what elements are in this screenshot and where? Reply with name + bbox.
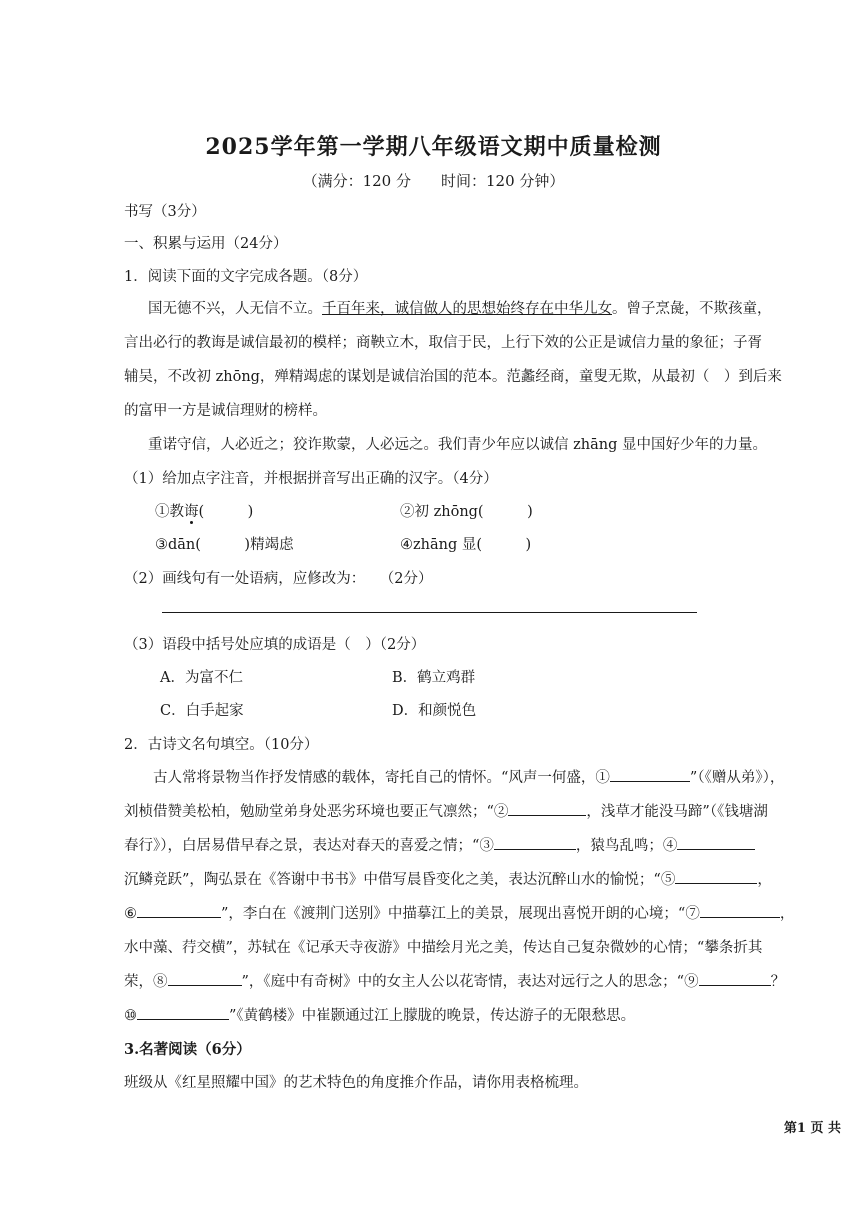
- poem-line-1: 古人常将景物当作抒发情感的载体，寄托自己的情怀。“风声一何盛，① ”（《赠从弟》），: [124, 766, 784, 787]
- poem-line-6: 水中藻、荇交横”，苏轼在《记承天寺夜游》中描绘月光之美，传达自己复杂微妙的心情；“攀条折其: [124, 940, 763, 956]
- poem-line-3: 春行》），白居易借早春之景，表达对春天的喜爱之情；“③ ，猿鸟乱鸣；④: [124, 834, 755, 855]
- writing-score: 书写（3分）: [124, 204, 206, 220]
- passage-line-2: 言出必行的教诲是诚信最初的模样；商鞅立木，取信于民，上行下效的公正是诚信力量的象征；子胥: [124, 335, 762, 351]
- passage-text: 。曾子烹彘，不欺孩童，: [612, 301, 772, 317]
- fill-blank[interactable]: [494, 835, 576, 850]
- fill-blank[interactable]: [677, 835, 755, 850]
- fill-blank[interactable]: [699, 971, 771, 986]
- answer-line[interactable]: [162, 612, 697, 613]
- exam-meta: （满分：120 分 时间：120 分钟）: [302, 172, 565, 190]
- option-b[interactable]: B．鹤立鸡群: [392, 670, 476, 686]
- dotted-char: 诲: [184, 504, 199, 520]
- fill-blank[interactable]: [508, 801, 586, 816]
- question-2-title: 2．古诗文名句填空。（10分）: [124, 737, 319, 753]
- item-c[interactable]: ③dān( )精竭虑: [155, 537, 294, 553]
- fill-blank[interactable]: [137, 903, 221, 918]
- fill-blank[interactable]: [610, 767, 690, 782]
- passage-text: 国无德不兴，人无信不立。: [148, 301, 322, 317]
- section-heading: 一、积累与运用（24分）: [124, 236, 288, 252]
- passage-line-1: [148, 297, 772, 318]
- poem-line-7: 荣，⑧ ”，《庭中有奇树》中的女主人公以花寄情，表达对远行之人的思念；“⑨ ？: [124, 970, 785, 991]
- underlined-sentence: 千百年来，诚信做人的思想始终存在中华儿女: [322, 301, 612, 317]
- passage-line-3: 辅吴，不改初 zhōng，殚精竭虑的谋划是诚信治国的范本。范蠡经商，童叟无欺，从最初（ ）到后来: [124, 369, 782, 385]
- option-d[interactable]: D．和颜悦色: [392, 703, 477, 719]
- poem-line-8: ⑩ ”《黄鹤楼》中崔颢通过江上朦胧的晚景，传达游子的无限愁思。: [124, 1004, 635, 1025]
- poem-line-2: 刘桢借赞美松柏，勉励堂弟身处恶劣环境也要正气凛然；“② ，浅草才能没马蹄”（《钱塘湖: [124, 800, 768, 821]
- passage-line-4: 的富甲一方是诚信理财的榜样。: [124, 403, 327, 419]
- item-d[interactable]: ④zhāng 显( ): [400, 537, 532, 553]
- fill-blank[interactable]: [700, 903, 780, 918]
- sub-question-3: （3）语段中括号处应填的成语是（ ）（2分）: [124, 637, 426, 653]
- question-1-title: 1．阅读下面的文字完成各题。（8分）: [124, 269, 368, 285]
- item-a[interactable]: ①教诲( ): [155, 504, 254, 520]
- page-number: 第1 页 共: [783, 1121, 841, 1136]
- page-title: 2025学年第一学期八年级语文期中质量检测: [205, 134, 662, 160]
- poem-line-5: ⑥ ”，李白在《渡荆门送别》中描摹江上的美景，展现出喜悦开朗的心境；“⑦ ，: [124, 902, 794, 923]
- fill-blank[interactable]: [675, 869, 757, 884]
- option-c[interactable]: C．白手起家: [160, 703, 244, 719]
- sub-question-1: （1）给加点字注音，并根据拼音写出正确的汉字。（4分）: [124, 471, 498, 487]
- question-3-title: 3.名著阅读（6分）: [124, 1041, 251, 1058]
- passage-line-5: 重诺守信，人必近之；狡诈欺蒙，人必远之。我们青少年应以诚信 zhāng 显中国好少年的力量。: [148, 437, 767, 453]
- fill-blank[interactable]: [137, 1005, 229, 1020]
- poem-line-4: 沉鳞竞跃”，陶弘景在《答谢中书书》中借写晨昏变化之美，表达沉醉山水的愉悦；“⑤ ，: [124, 868, 772, 889]
- question-3-text: 班级从《红星照耀中国》的艺术特色的角度推介作品，请你用表格梳理。: [124, 1075, 588, 1091]
- fill-blank[interactable]: [168, 971, 242, 986]
- sub-question-2: （2）画线句有一处语病，应修改为： （2分）: [124, 571, 433, 587]
- option-a[interactable]: A．为富不仁: [160, 670, 243, 686]
- item-b[interactable]: ②初 zhōng( ): [400, 504, 533, 520]
